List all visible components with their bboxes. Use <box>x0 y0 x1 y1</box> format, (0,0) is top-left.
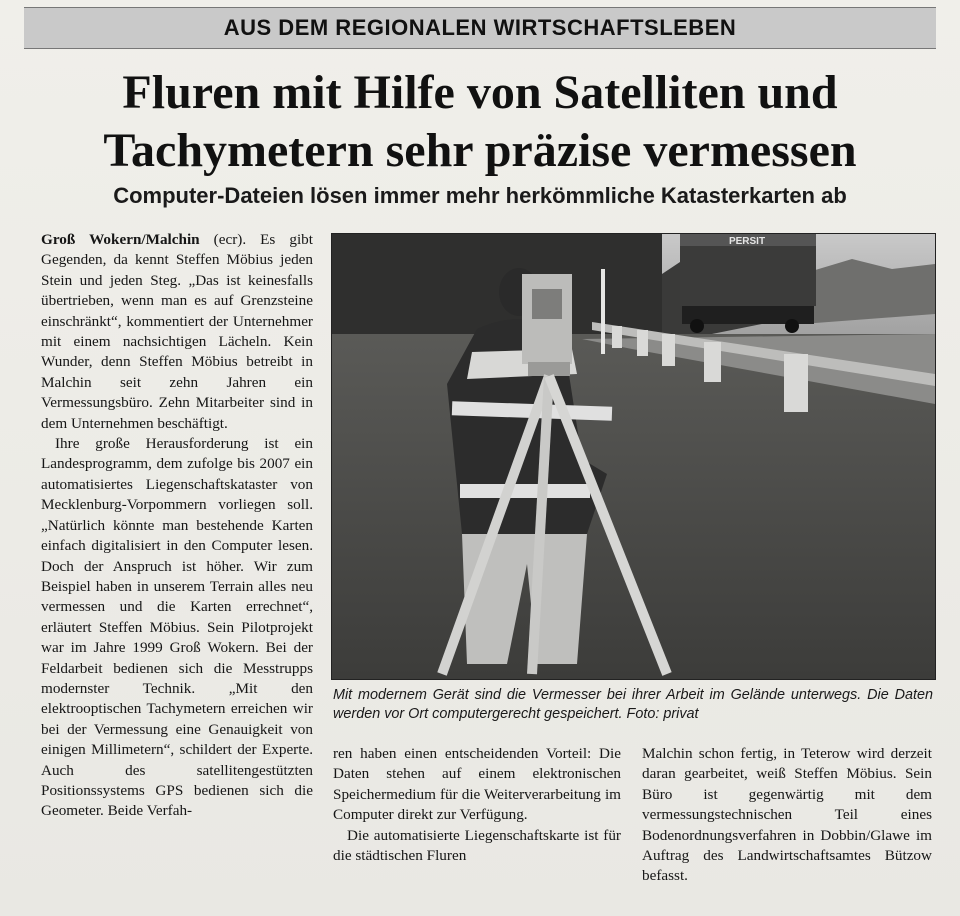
paragraph-1-text: (ecr). Es gibt Gegenden, da kennt Steffen Möbius jeden Stein und jeden Steg. „Das ist keinesfalls übertrieben, wenn man es auf Grenzsteine einschränkt“, kommentiert der Unternehmer mit einem nachsichtigen Lächeln. Kein Wunder, denn Steffen Möbius betreibt in Malchin seit zehn Jahren ein Vermessungsbüro. Zehn Mitarbeiter sind in dem Unternehmen beschäftigt. <box>41 231 313 432</box>
photo-caption: Mit modernem Gerät sind die Vermesser bei ihrer Arbeit im Gelände unterwegs. Die Daten werden vor Ort computergerecht gespeichert. Foto: privat <box>333 687 933 722</box>
paragraph-2: Ihre große Herausforderung ist ein Landesprogramm, dem zufolge bis 2007 ein automatisiertes Liegenschaftskataster von Mecklenburg-Vorpommern vorliegen soll. „Natürlich könnte man bestehende Karten einfach digitalisiert in den Computer lesen. Doch der Anspruch ist höher. Wir zum Beispiel haben in unserem Terrain alles neu vermessen und die Karten errechnet“, erläutert Steffen Möbius. Sein Pilotprojekt war im Jahre 1999 Groß Wokern. Bei der Feldarbeit bedienen sich die Messtrupps modernster Technik. „Mit den elektrooptischen Tachymetern erreichen wir bei der Vermessung eine Genauigkeit von einigen Millimetern“, schildert der Experte. Auch des satellitengestützten Positionssystems GPS bedienen sich die Geometer. Beide Verfah- <box>41 435 313 820</box>
photo-truck <box>680 234 816 333</box>
paragraph-3: ren haben einen entscheidenden Vorteil: Die Daten stehen auf einem elektronischen Speichermedium für die Weiterverarbeitung im Computer direkt zur Verfügung. <box>333 745 621 824</box>
dateline: Groß Wokern/Malchin <box>41 231 200 248</box>
paragraph-5: Malchin schon fertig, in Teterow wird derzeit daran gearbeitet, weiß Steffen Möbius. Sein Büro ist gegenwärtig mit dem vermessungstechnischen Teil eines Bodenordnungsverfahren in Dobbin/Glawe im Auftrag des Landwirtschaftsamtes Bützow befasst. <box>642 745 932 885</box>
photo-right-trees <box>802 259 935 324</box>
subheadline: Computer-Dateien lösen immer mehr herkömmliche Katasterkarten ab <box>113 183 847 208</box>
section-title: AUS DEM REGIONALEN WIRTSCHAFTSLEBEN <box>223 15 737 40</box>
article-photo <box>331 233 936 680</box>
paragraph-4: Die automatisierte Liegenschaftskarte ist für die städtischen Fluren <box>333 826 621 865</box>
headline-line-1: Fluren mit Hilfe von Satelliten und <box>122 66 838 119</box>
article-column-3 <box>642 744 932 887</box>
paragraph-1 <box>41 230 313 434</box>
section-header <box>24 7 936 49</box>
photo-pole <box>601 269 605 354</box>
surveyor-photo-illustration <box>332 234 935 679</box>
article-column-1 <box>41 230 313 822</box>
article-column-2 <box>333 744 621 866</box>
headline-line-2: Tachymetern sehr präzise vermessen <box>103 124 857 177</box>
svg-text:PERSIT: PERSIT <box>728 236 766 247</box>
